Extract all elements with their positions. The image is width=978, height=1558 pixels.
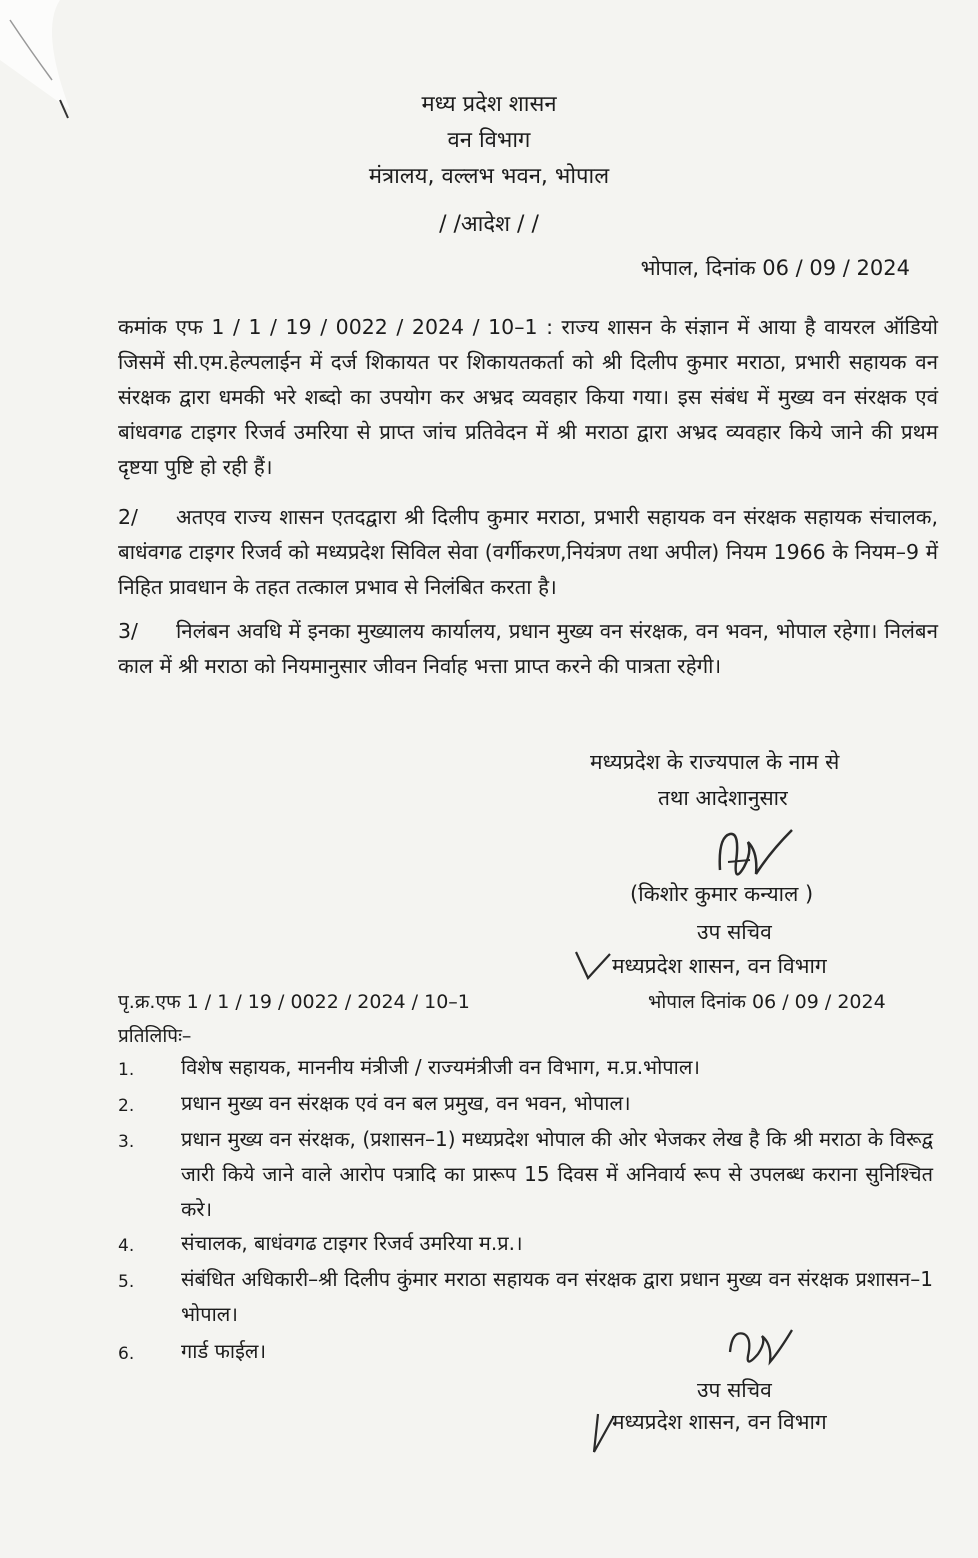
paragraph-3-number: 3/ — [118, 619, 138, 643]
govt-heading: मध्य प्रदेश शासन — [421, 92, 557, 117]
copy-item-text: विशेष सहायक, माननीय मंत्रीजी / राज्यमंत्रीजी वन विभाग, म.प्र.भोपाल। — [181, 1055, 700, 1079]
governor-line: मध्यप्रदेश के राज्यपाल के नाम से — [590, 750, 840, 774]
signatory-office: मध्यप्रदेश शासन, वन विभाग — [612, 954, 827, 978]
copy-item-text: प्रधान मुख्य वन संरक्षक एवं वन बल प्रमुख, वन भवन, भोपाल। — [181, 1091, 631, 1115]
signatory-2-designation: उप सचिव — [697, 1378, 772, 1402]
dept-heading: वन विभाग — [447, 128, 531, 153]
paragraph-3 — [118, 614, 938, 720]
copy-item-text: संचालक, बाधंवगढ टाइगर रिजर्व उमरिया म.प्र.। — [181, 1231, 523, 1255]
signature-2 — [722, 1322, 802, 1382]
copy-place-date: भोपाल दिनांक 06 / 09 / 2024 — [648, 991, 886, 1013]
copy-item-text: प्रधान मुख्य वन संरक्षक, (प्रशासन–1) मध्यप्रदेश भोपाल की ओर भेजकर लेख है कि श्री मराठा के विरूद्व जारी किये जाने वाले आरोप पत्रादि का प्रारूप 15 दिवस में अनिवार्य रूप से उपलब्ध कराना सुनिश्चित करे। — [181, 1127, 933, 1221]
order-title: / /आदेश / / — [439, 212, 539, 237]
address-heading: मंत्रालय, वल्लभ भवन, भोपाल — [368, 164, 610, 189]
copy-item-number: 1. — [118, 1060, 135, 1080]
signatory-designation: उप सचिव — [697, 920, 772, 944]
paragraph-2-text: अतएव राज्य शासन एतदद्वारा श्री दिलीप कुमार मराठा, प्रभारी सहायक वन संरक्षक सहायक संचालक, बाधंवगढ टाइगर रिजर्व को मध्यप्रदेश सिविल सेवा (वर्गीकरण,नियंत्रण तथा अपील) नियम 1966 के नियम–9 में निहित प्रावधान के तहत तत्काल प्रभाव से निलंबित करता है। — [118, 505, 938, 599]
copy-item-number: 6. — [118, 1344, 135, 1364]
copy-item-number: 3. — [118, 1132, 135, 1152]
copy-ref-number: पृ.क्र.एफ 1 / 1 / 19 / 0022 / 2024 / 10–1 — [118, 991, 470, 1013]
copy-item-number: 4. — [118, 1236, 135, 1256]
order-authority-line: तथा आदेशानुसार — [658, 786, 788, 810]
paragraph-2 — [118, 500, 938, 606]
copy-label: प्रतिलिपिः– — [118, 1025, 192, 1047]
copy-item-text: संबंधित अधिकारी–श्री दिलीप कुंमार मराठा सहायक वन संरक्षक द्वारा प्रधान मुख्य वन संरक्षक प्रशासन–1 भोपाल। — [181, 1267, 933, 1326]
signatory-name: (किशोर कुमार कन्याल ) — [630, 882, 814, 906]
copy-item-number: 5. — [118, 1272, 135, 1292]
paragraph-1: कमांक एफ 1 / 1 / 19 / 0022 / 2024 / 10–1 : राज्य शासन के संज्ञान में आया है वायरल ऑडियो जिसमें सी.एम.हेल्पलाईन में दर्ज शिकायत पर शिकायतकर्ता को श्री दिलीप कुमार मराठा, प्रभारी सहायक वन संरक्षक द्वारा धमकी भरे शब्दो का उपयोग कर अभ्रद व्यवहार किया गया। इस संबंध में मुख्य वन संरक्षक एवं बांधवगढ टाइगर रिजर्व उमरिया से प्राप्त जांच प्रतिवेदन में श्री मराठा द्वारा अभ्रद व्यवहार किये जाने की प्रथम दृष्टया पुष्टि हो रही हैं। — [118, 315, 938, 479]
copy-item-text: गार्ड फाईल। — [181, 1339, 267, 1363]
signatory-2-office: मध्यप्रदेश शासन, वन विभाग — [612, 1410, 827, 1434]
copy-item-number: 2. — [118, 1096, 135, 1116]
paragraph-2-number: 2/ — [118, 505, 138, 529]
place-date: भोपाल, दिनांक 06 / 09 / 2024 — [640, 256, 910, 280]
paragraph-3-text: निलंबन अवधि में इनका मुख्यालय कार्यालय, प्रधान मुख्य वन संरक्षक, वन भवन, भोपाल रहेगा। निलंबन काल में श्री मराठा को नियमानुसार जीवन निर्वाह भत्ता प्राप्त करने की पात्रता रहेगी। — [118, 619, 938, 678]
